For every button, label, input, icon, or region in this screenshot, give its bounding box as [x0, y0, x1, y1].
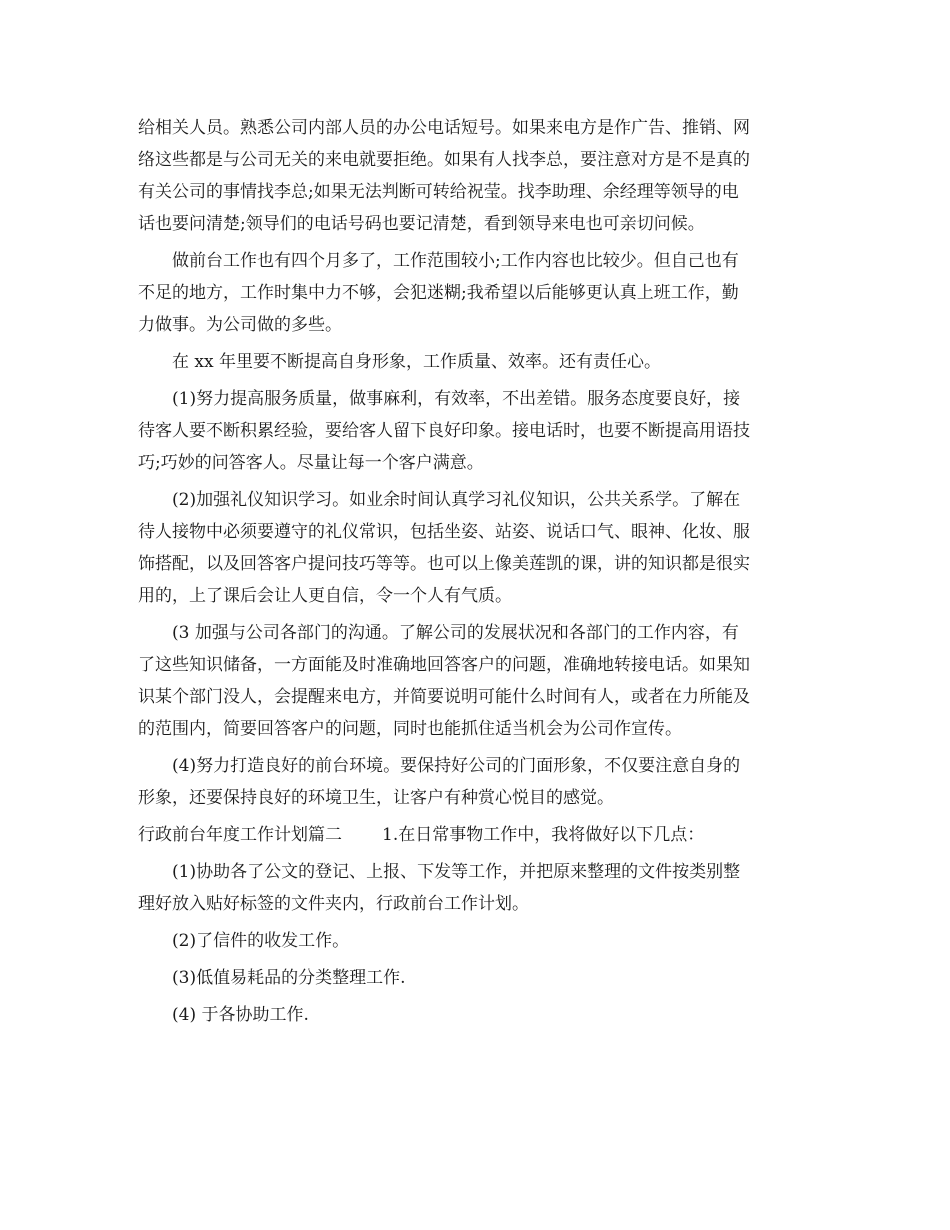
text-line: (1)努力提高服务质量，做事麻利，有效率，不出差错。服务态度要良好，接 — [172, 389, 741, 409]
text-line: 在 xx 年里要不断提高自身形象，工作质量、效率。还有责任心。 — [172, 352, 661, 372]
text-line: 了这些知识储备，一方面能及时准确地回答客户的问题，准确地转接电话。如果知 — [138, 655, 750, 675]
list-item-3 — [138, 962, 812, 994]
paragraph-1 — [138, 112, 812, 240]
text-line: 络这些都是与公司无关的来电就要拒绝。如果有人找李总，要注意对方是不是真的 — [138, 150, 750, 170]
text-line: (2)了信件的收发工作。 — [172, 931, 350, 951]
text-line: 不足的地方，工作时集中力不够，会犯迷糊;我希望以后能够更认真上班工作，勤 — [138, 283, 739, 303]
text-line: (3 加强与公司各部门的沟通。了解公司的发展状况和各部门的工作内容，有 — [172, 623, 739, 643]
section-heading-row — [138, 819, 812, 851]
text-line: (4)努力打造良好的前台环境。要保持好公司的门面形象，不仅要注意自身的 — [172, 756, 741, 776]
paragraph-7 — [138, 750, 812, 814]
paragraph-2 — [138, 245, 812, 341]
paragraph-3 — [138, 346, 812, 378]
text-line: 用的，上了课后会让人更自信，令一个人有气质。 — [138, 586, 512, 606]
list-item-2 — [138, 925, 812, 957]
text-line: 力做事。为公司做的多些。 — [138, 315, 342, 335]
text-line: 饰搭配，以及回答客户提问技巧等等。也可以上像美莲凯的课，讲的知识都是很实 — [138, 554, 750, 574]
text-line: (2)加强礼仪知识学习。如业余时间认真学习礼仪知识，公共关系学。了解在 — [172, 490, 741, 510]
document-body — [138, 112, 812, 1036]
text-line: (3)低值易耗品的分类整理工作. — [172, 968, 406, 988]
text-line: 识某个部门没人，会提醒来电方，并简要说明可能什么时间有人，或者在力所能及 — [138, 687, 750, 707]
text-line: 做前台工作也有四个月多了，工作范围较小;工作内容也比较少。但自己也有 — [172, 251, 739, 271]
text-line: 有关公司的事情找李总;如果无法判断可转给祝莹。找李助理、余经理等领导的电 — [138, 182, 739, 202]
text-line: 理好放入贴好标签的文件夹内，行政前台工作计划。 — [138, 894, 529, 914]
text-line: (1)协助各了公文的登记、上报、下发等工作，并把原来整理的文件按类别整 — [172, 862, 741, 882]
text-line: 待人接物中必须要遵守的礼仪常识，包括坐姿、站姿、说话口气、眼神、化妆、服 — [138, 522, 750, 542]
paragraph-5 — [138, 484, 812, 612]
text-line: 巧;巧妙的问答客人。尽量让每一个客户满意。 — [138, 453, 484, 473]
text-line: (4) 于各协助工作. — [172, 1005, 309, 1025]
list-item-1 — [138, 856, 812, 920]
text-line: 话也要问清楚;领导们的电话号码也要记清楚，看到领导来电也可亲切问候。 — [138, 214, 705, 234]
paragraph-4 — [138, 383, 812, 479]
section-first-item: 1.在日常事物工作中，我将做好以下几点： — [382, 825, 705, 845]
list-item-4 — [138, 999, 812, 1031]
section-heading-line — [138, 819, 812, 851]
text-line: 待客人要不断积累经验，要给客人留下良好印象。接电话时，也要不断提高用语技 — [138, 421, 750, 441]
text-line: 给相关人员。熟悉公司内部人员的办公电话短号。如果来电方是作广告、推销、网 — [138, 118, 750, 138]
text-line: 形象，还要保持良好的环境卫生，让客户有种赏心悦目的感觉。 — [138, 788, 614, 808]
paragraph-6 — [138, 617, 812, 745]
section-title: 行政前台年度工作计划篇二 — [138, 825, 342, 845]
text-line: 的范围内，简要回答客户的问题，同时也能抓住适当机会为公司作宣传。 — [138, 719, 682, 739]
